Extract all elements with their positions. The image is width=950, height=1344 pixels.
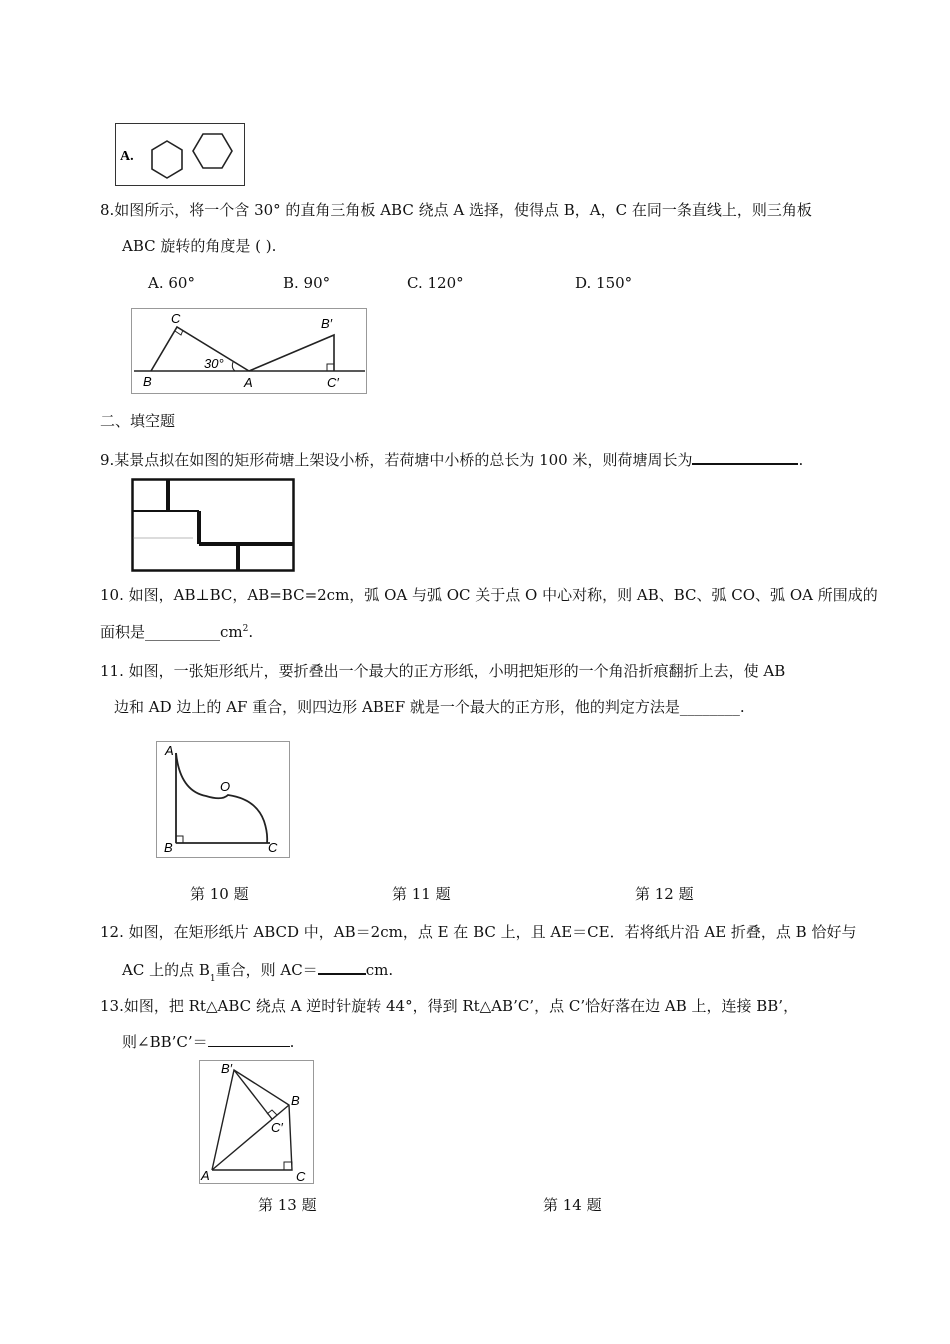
q9-answer-blank[interactable] <box>692 449 798 465</box>
q13-answer-blank[interactable] <box>208 1032 290 1047</box>
q13-question-line1: 13.如图，把 Rt△ABC 绕点 A 逆时针旋转 44°，得到 Rt△AB’C’，点 C’恰好落在边 AB 上，连接 BB’， <box>100 997 799 1015</box>
q11-question-line2: 边和 AD 边上的 AF 重合，则四边形 ABEF 就是一个最大的正方形，他的判定方法是________. <box>114 698 745 716</box>
q8-option-c[interactable]: C. 120° <box>407 274 464 292</box>
q9-question <box>100 449 803 470</box>
q13-figure <box>199 1060 314 1184</box>
q10-unit-superscript: 2 <box>242 624 249 634</box>
q9-figure <box>131 478 295 572</box>
q8-label-c: C <box>171 311 181 326</box>
q8-option-b[interactable]: B. 90° <box>283 274 331 292</box>
q12-text-mid: 重合，则 AC＝ <box>215 961 318 979</box>
q13-label-c: C <box>296 1169 306 1184</box>
q10-question-line1: 10. 如图，AB⊥BC，AB=BC=2cm，弧 OA 与弧 OC 关于点 O 中心对称，则 AB、BC、弧 CO、弧 OA 所围成的 <box>100 586 878 604</box>
q13-end: . <box>289 1033 295 1051</box>
q13-label-bprime: B′ <box>221 1061 233 1076</box>
q11-question-line1: 11. 如图，一张矩形纸片，要折叠出一个最大的正方形纸，小明把矩形的一个角沿折痕翻折上去，使 AB <box>100 662 786 680</box>
q13-question-line2 <box>122 1032 294 1052</box>
caption-q14: 第 14 题 <box>543 1196 602 1214</box>
q13-text-pre: 则∠BB’C’＝ <box>122 1033 208 1051</box>
q8-label-angle: 30° <box>204 356 224 371</box>
q10-figure <box>156 741 290 858</box>
q8-label-cprime: C′ <box>327 375 339 390</box>
q10-label-o: O <box>220 779 231 794</box>
q12-question-line2 <box>122 959 393 983</box>
q12-answer-blank[interactable] <box>318 959 366 975</box>
q10-answer-blank[interactable]: __________ <box>145 623 221 641</box>
q8-option-a[interactable]: A. 60° <box>148 274 195 292</box>
q8-option-d[interactable]: D. 150° <box>575 274 633 292</box>
q8-question-line2: ABC 旋转的角度是 ( ). <box>122 237 277 255</box>
q7-option-label: A. <box>120 149 134 164</box>
q13-label-b: B <box>291 1093 300 1108</box>
q10-end: . <box>248 623 254 641</box>
caption-q13: 第 13 题 <box>258 1196 317 1214</box>
q12-subscript: 1 <box>209 974 216 984</box>
q8-question-line1: 8.如图所示，将一个含 30° 的直角三角板 ABC 绕点 A 选择，使得点 B，A，C 在同一条直线上，则三角板 <box>100 201 812 219</box>
q7-figure <box>115 123 245 186</box>
q8-label-b: B <box>143 374 152 389</box>
q13-label-cprime: C′ <box>271 1120 283 1135</box>
q10-unit: cm <box>220 623 243 641</box>
q12-text-pre: AC 上的点 B <box>122 961 210 979</box>
caption-q11: 第 11 题 <box>392 885 451 903</box>
q9-end: . <box>798 451 804 469</box>
q12-question-line1: 12. 如图，在矩形纸片 ABCD 中，AB＝2cm，点 E 在 BC 上，且 AE＝CE．若将纸片沿 AE 折叠，点 B 恰好与 <box>100 923 857 941</box>
q8-figure <box>131 308 367 394</box>
q9-text: 9.某景点拟在如图的矩形荷塘上架设小桥，若荷塘中小桥的总长为 100 米，则荷塘周长为 <box>100 451 693 469</box>
q10-text-pre: 面积是 <box>100 623 146 641</box>
q10-label-b: B <box>164 840 173 855</box>
caption-q10: 第 10 题 <box>190 885 249 903</box>
q10-label-c: C <box>268 840 278 855</box>
q12-text-post: cm. <box>365 961 394 979</box>
q10-label-a: A <box>165 743 174 758</box>
q8-label-a: A <box>244 375 253 390</box>
caption-q12: 第 12 题 <box>635 885 694 903</box>
q13-label-a: A <box>201 1168 210 1183</box>
q8-label-bprime: B′ <box>321 316 333 331</box>
q10-question-line2 <box>100 622 253 645</box>
section-title-fill-in: 二、填空题 <box>100 412 176 430</box>
